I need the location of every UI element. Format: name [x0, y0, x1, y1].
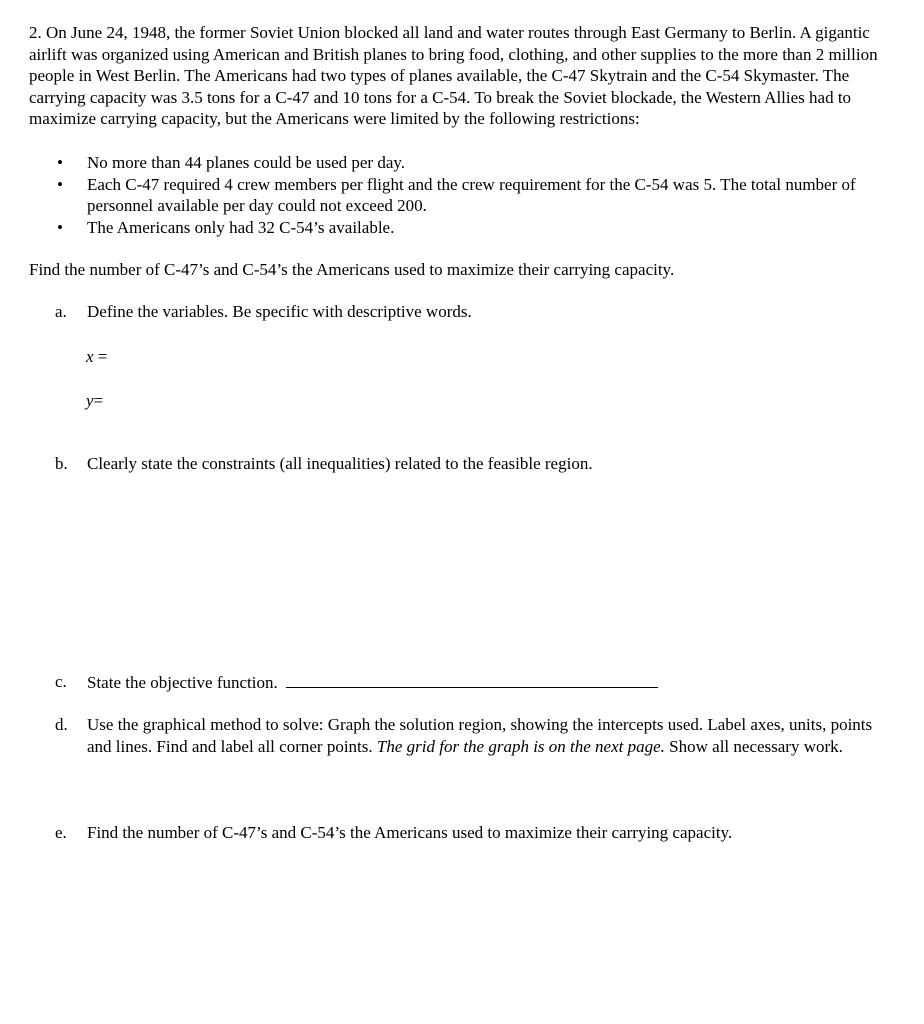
x-variable: x — [86, 347, 94, 366]
part-c-text: State the objective function. — [87, 673, 278, 692]
restriction-item — [29, 152, 899, 174]
part-d-text-italic: The grid for the graph is on the next page. — [376, 736, 665, 756]
restriction-text: No more than 44 planes could be used per day. — [87, 153, 406, 172]
part-e-letter: e. — [55, 823, 67, 842]
part-b — [55, 453, 899, 475]
restriction-item — [29, 217, 899, 239]
find-statement: Find the number of C-47’s and C-54’s the Americans used to maximize their carrying capacity. — [29, 260, 675, 279]
y-equals: = — [93, 391, 104, 410]
part-b-text: Clearly state the constraints (all inequalities) related to the feasible region. — [87, 454, 593, 473]
x-variable-line — [86, 346, 107, 368]
restrictions-list — [29, 152, 899, 238]
objective-answer-blank[interactable] — [286, 671, 658, 688]
part-e — [55, 822, 899, 844]
part-d-text-before: Use the graphical method to solve: Graph the solution region, showing the intercepts used. Label axes, units, points and lines. Find and label all corner points. — [87, 715, 873, 756]
part-a — [55, 301, 899, 323]
part-c-letter: c. — [55, 672, 67, 691]
y-variable: y — [86, 391, 94, 410]
restriction-item — [29, 174, 899, 217]
restriction-text: The Americans only had 32 C-54’s available. — [87, 217, 395, 237]
y-variable-line — [86, 390, 103, 412]
part-d-text-after: Show all necessary work. — [664, 736, 843, 756]
problem-intro: 2. On June 24, 1948, the former Soviet Union blocked all land and water routes through East Germany to Berlin. A gigantic airlift was organized using American and British planes to bring food, clothing, and other supplies to the more than 2 million people in West Berlin. The Americans had two types of planes available, the C-47 Skytrain and the C-54 Skymaster. The carrying capacity was 3.5 tons for a C-47 and 10 tons for a C-54. To break the Soviet blockade, the Western Allies had to maximize carrying capacity, but the Americans were limited by the following restrictions: — [29, 23, 878, 129]
part-d-text — [87, 714, 899, 757]
bullet-icon: • — [57, 217, 63, 237]
part-a-letter: a. — [55, 302, 67, 321]
x-equals: = — [97, 347, 108, 366]
part-a-text: Define the variables. Be specific with descriptive words. — [87, 302, 472, 321]
part-e-text: Find the number of C-47’s and C-54’s the Americans used to maximize their carrying capacity. — [87, 823, 733, 842]
part-b-letter: b. — [55, 454, 68, 473]
part-c — [55, 671, 899, 694]
part-d — [55, 714, 899, 757]
bullet-icon: • — [57, 153, 63, 172]
bullet-icon: • — [57, 174, 63, 194]
part-d-letter: d. — [55, 715, 68, 734]
restriction-text: Each C-47 required 4 crew members per flight and the crew requirement for the C-54 was 5. The total number of personnel available per day could not exceed 200. — [87, 174, 856, 216]
